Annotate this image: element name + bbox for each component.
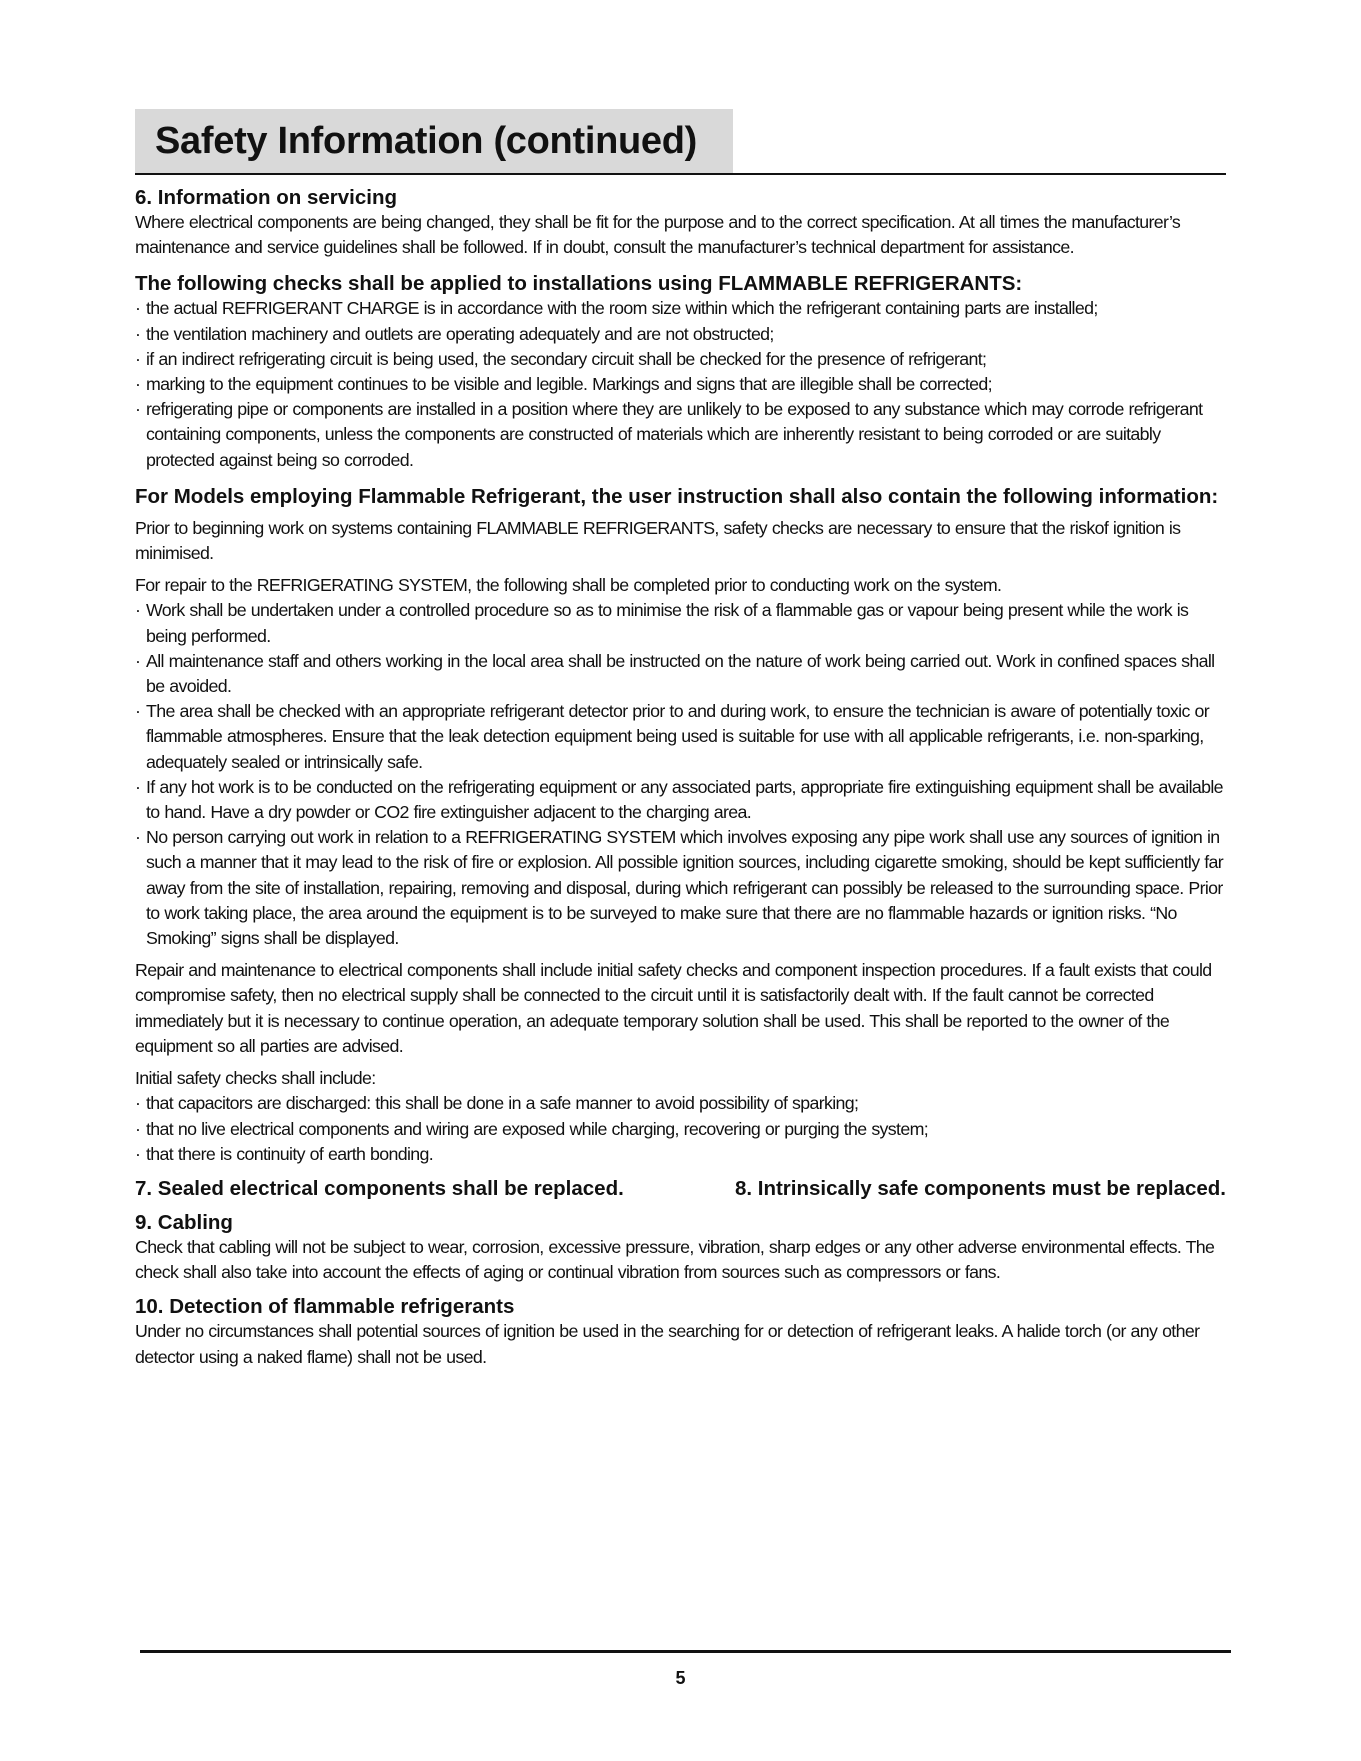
bullet-icon: ·: [135, 600, 141, 621]
repair-list: [135, 598, 1226, 951]
bullet-icon: ·: [135, 374, 141, 395]
section-6-heading: 6. Information on servicing: [135, 186, 397, 209]
initial-checks-intro: Initial safety checks shall include:: [135, 1068, 376, 1089]
section-9-heading: 9. Cabling: [135, 1210, 233, 1234]
list-item: · the actual REFRIGERANT CHARGE is in accordance with the room size within which the refrigerant containing parts are installed;: [135, 296, 1226, 321]
list-item: · All maintenance staff and others working in the local area shall be instructed on the nature of work being carried out. Work in confined spaces shall be avoided.: [135, 650, 1215, 697]
page-number: 5: [675, 1668, 686, 1688]
page-title: Safety Information (continued): [155, 119, 698, 162]
bullet-icon: ·: [135, 348, 141, 369]
section-6-text: Where electrical components are being changed, they shall be fit for the purpose and to the correct specification. At all times the manufacturer’s maintenance and service guidelines shall be followed. If in doubt, consult the manufacturer’s technical department for assistance.: [135, 212, 1181, 258]
repair-text: Repair and maintenance to electrical components shall include initial safety checks and component inspection procedures. If a fault exists that could compromise safety, then no electrical supply shall be connected to the circuit until it is satisfactorily dealt with. If the fault cannot be corrected immediately but it is necessary to continue operation, an adequate temporary solution shall be used. This shall be reported to the owner of the equipment so all parties are advised.: [135, 960, 1212, 1056]
list-item: · Work shall be undertaken under a controlled procedure so as to minimise the risk of a flammable gas or vapour being present while the work is being performed.: [135, 600, 1189, 646]
bullet-icon: ·: [135, 1093, 141, 1114]
list-item: · refrigerating pipe or components are installed in a position where they are unlikely to be exposed to any substance which may corrode refrigerant containing components, unless the components are constructed of materials which are inherently resistant to being corroded or are suitably protected against being so corroded.: [135, 399, 1203, 470]
list-item: · if an indirect refrigerating circuit is being used, the secondary circuit shall be checked for the presence of refrigerant;: [135, 347, 1226, 372]
list-item: · marking to the equipment continues to be visible and legible. Markings and signs that are illegible shall be corrected;: [135, 372, 1226, 397]
list-item: · that capacitors are discharged: this shall be done in a safe manner to avoid possibility of sparking;: [135, 1091, 1226, 1116]
footer-divider: [140, 1650, 1231, 1653]
bullet-icon: ·: [135, 298, 141, 319]
bullet-icon: ·: [135, 827, 141, 848]
models-heading: For Models employing Flammable Refrigerant, the user instruction shall also contain the following information:: [135, 484, 1219, 508]
title-box: [135, 109, 733, 173]
content: [135, 185, 1226, 1370]
models-intro: Prior to beginning work on systems containing FLAMMABLE REFRIGERANTS, safety checks are necessary to ensure that the riskof ignition is minimised.: [135, 517, 1181, 564]
list-item: · that there is continuity of earth bonding.: [135, 1142, 1226, 1167]
repair-intro: For repair to the REFRIGERATING SYSTEM, the following shall be completed prior to conducting work on the system.: [135, 575, 1002, 596]
bullet-icon: ·: [135, 1143, 141, 1164]
list-item: · No person carrying out work in relation to a REFRIGERATING SYSTEM which involves exposing any pipe work shall use any sources of ignition in such a manner that it may lead to the risk of fire or explosion. All possible ignition sources, including cigarette smoking, should be kept sufficiently far away from the site of installation, repairing, removing and disposal, during which refrigerant can possibly be released to the surrounding space. Prior to work taking place, the area around the equipment is to be surveyed to make sure that there are no flammable hazards or ignition risks. “No Smoking” signs shall be displayed.: [135, 827, 1224, 949]
bullet-icon: ·: [135, 650, 141, 671]
section-7-heading: 7. Sealed electrical components shall be replaced.: [135, 1176, 624, 1200]
section-8-heading: 8. Intrinsically safe components must be replaced.: [734, 1176, 1226, 1200]
initial-checks-list: [135, 1091, 1226, 1167]
list-item: · the ventilation machinery and outlets are operating adequately and are not obstructed;: [135, 322, 1226, 347]
bullet-icon: ·: [135, 323, 141, 344]
checks-heading: The following checks shall be applied to installations using FLAMMABLE REFRIGERANTS:: [135, 272, 1023, 296]
list-item: · If any hot work is to be conducted on the refrigerating equipment or any associated parts, appropriate fire extinguishing equipment shall be available to hand. Have a dry powder or CO2 fire extinguisher adjacent to the charging area.: [135, 776, 1223, 823]
list-item: · The area shall be checked with an appropriate refrigerant detector prior to and during work, to ensure the technician is aware of potentially toxic or flammable atmospheres. Ensure that the leak detection equipment being used is suitable for use with all applicable refrigerants, i.e. non-sparking, adequately sealed or intrinsically safe.: [135, 701, 1210, 772]
list-item: · that no live electrical components and wiring are exposed while charging, recovering or purging the system;: [135, 1117, 1226, 1142]
section-10-text: Under no circumstances shall potential sources of ignition be used in the searching for or detection of refrigerant leaks. A halide torch (or any other detector using a naked flame) shall not be used.: [135, 1321, 1200, 1367]
bullet-icon: ·: [135, 1118, 141, 1139]
title-bar: [135, 109, 1226, 175]
bullet-icon: ·: [135, 399, 141, 420]
section-9-text: Check that cabling will not be subject to wear, corrosion, excessive pressure, vibration, sharp edges or any other adverse environmental effects. The check shall also take into account the effects of aging or continual vibration from sources such as compressors or fans.: [135, 1236, 1215, 1283]
checks-list: [135, 296, 1226, 472]
sections-7-8: [135, 1176, 1226, 1201]
bullet-icon: ·: [135, 701, 141, 722]
bullet-icon: ·: [135, 776, 141, 797]
section-10-heading: 10. Detection of flammable refrigerants: [135, 1295, 515, 1319]
page: [135, 109, 1226, 1370]
